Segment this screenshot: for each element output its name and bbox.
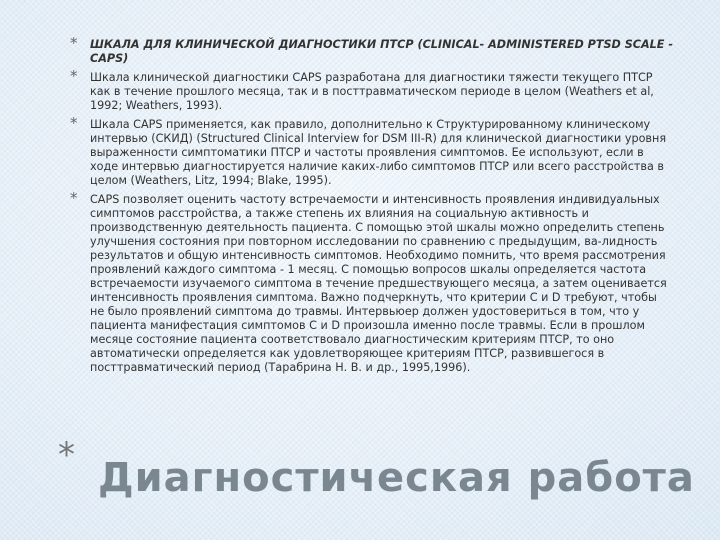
bullet-star-icon: *: [70, 34, 78, 52]
bullet-text: Шкала клинической диагностики CAPS разработана для диагностики тяжести текущего ПТСР как в течение прошлого месяца, так и в посттравматическом периоде в целом (Weathers et al, 1992; Weathers, 1993).: [90, 71, 654, 112]
bullet-star-icon: *: [70, 67, 78, 85]
bullet-item-caps-assessment: [70, 189, 674, 375]
bullet-star-icon: *: [70, 114, 78, 132]
bullet-item-caps-usage: [70, 114, 674, 188]
bullet-text: CAPS позволяет оценить частоту встречаемости и интенсивность проявления индивидуальных симптомов расстройства, а также степень их влияния на социальную активность и производственную деятельность пациента. С помощью этой шкалы можно определить степень улучшения состояния при повторном исследовании по сравнению с предыдущим, ва-лидность результатов и общую интенсивность симптомов. Необходимо помнить, что время рассмотрения проявлений каждого симптома - 1 месяц. С помощью вопросов шкалы определяется частота встречаемости изучаемого симптома в течение предшествующего месяца, а затем оценивается интенсивность проявления симптома. Важно подчеркнуть, что критерии C и D требуют, чтобы не было проявлений симптома до травмы. Интервьюер должен удостовериться в том, что у пациента манифестация симптомов C и D произошла именно после травмы. Если в прошлом месяце состояние пациента соответствовало диагностическим критериям ПТСР, то оно автоматически определяется как удовлетворяющее критериям ПТСР, развившегося в посттравматический период (Тарабрина Н. В. и др., 1995,1996).: [90, 193, 667, 374]
bullet-item-heading: [70, 34, 674, 66]
slide-title: Диагностическая работа: [98, 455, 695, 501]
bullet-star-icon: *: [70, 189, 78, 207]
bullet-text: Шкала CAPS применяется, как правило, дополнительно к Структурированному клиническому интервью (СКИД) (Structured Clinical Interview for DSM III-R) для клинической диагностики уровня выраженности симптоматики ПТСР и частоты проявления симптомов. Ее используют, если в ходе интервью диагностируется наличие каких-либо симптомов ПТСР или всего расстройства в целом (Weathers, Litz, 1994; Blake, 1995).: [90, 118, 667, 187]
bullet-item-caps-purpose: [70, 67, 674, 113]
bullet-text: ШКАЛА ДЛЯ КЛИНИЧЕСКОЙ ДИАГНОСТИКИ ПТСР (CLINICAL- ADMINISTERED PTSD SCALE - CAPS): [90, 38, 673, 65]
title-star-icon: *: [58, 435, 75, 475]
bullet-list: [70, 34, 674, 380]
